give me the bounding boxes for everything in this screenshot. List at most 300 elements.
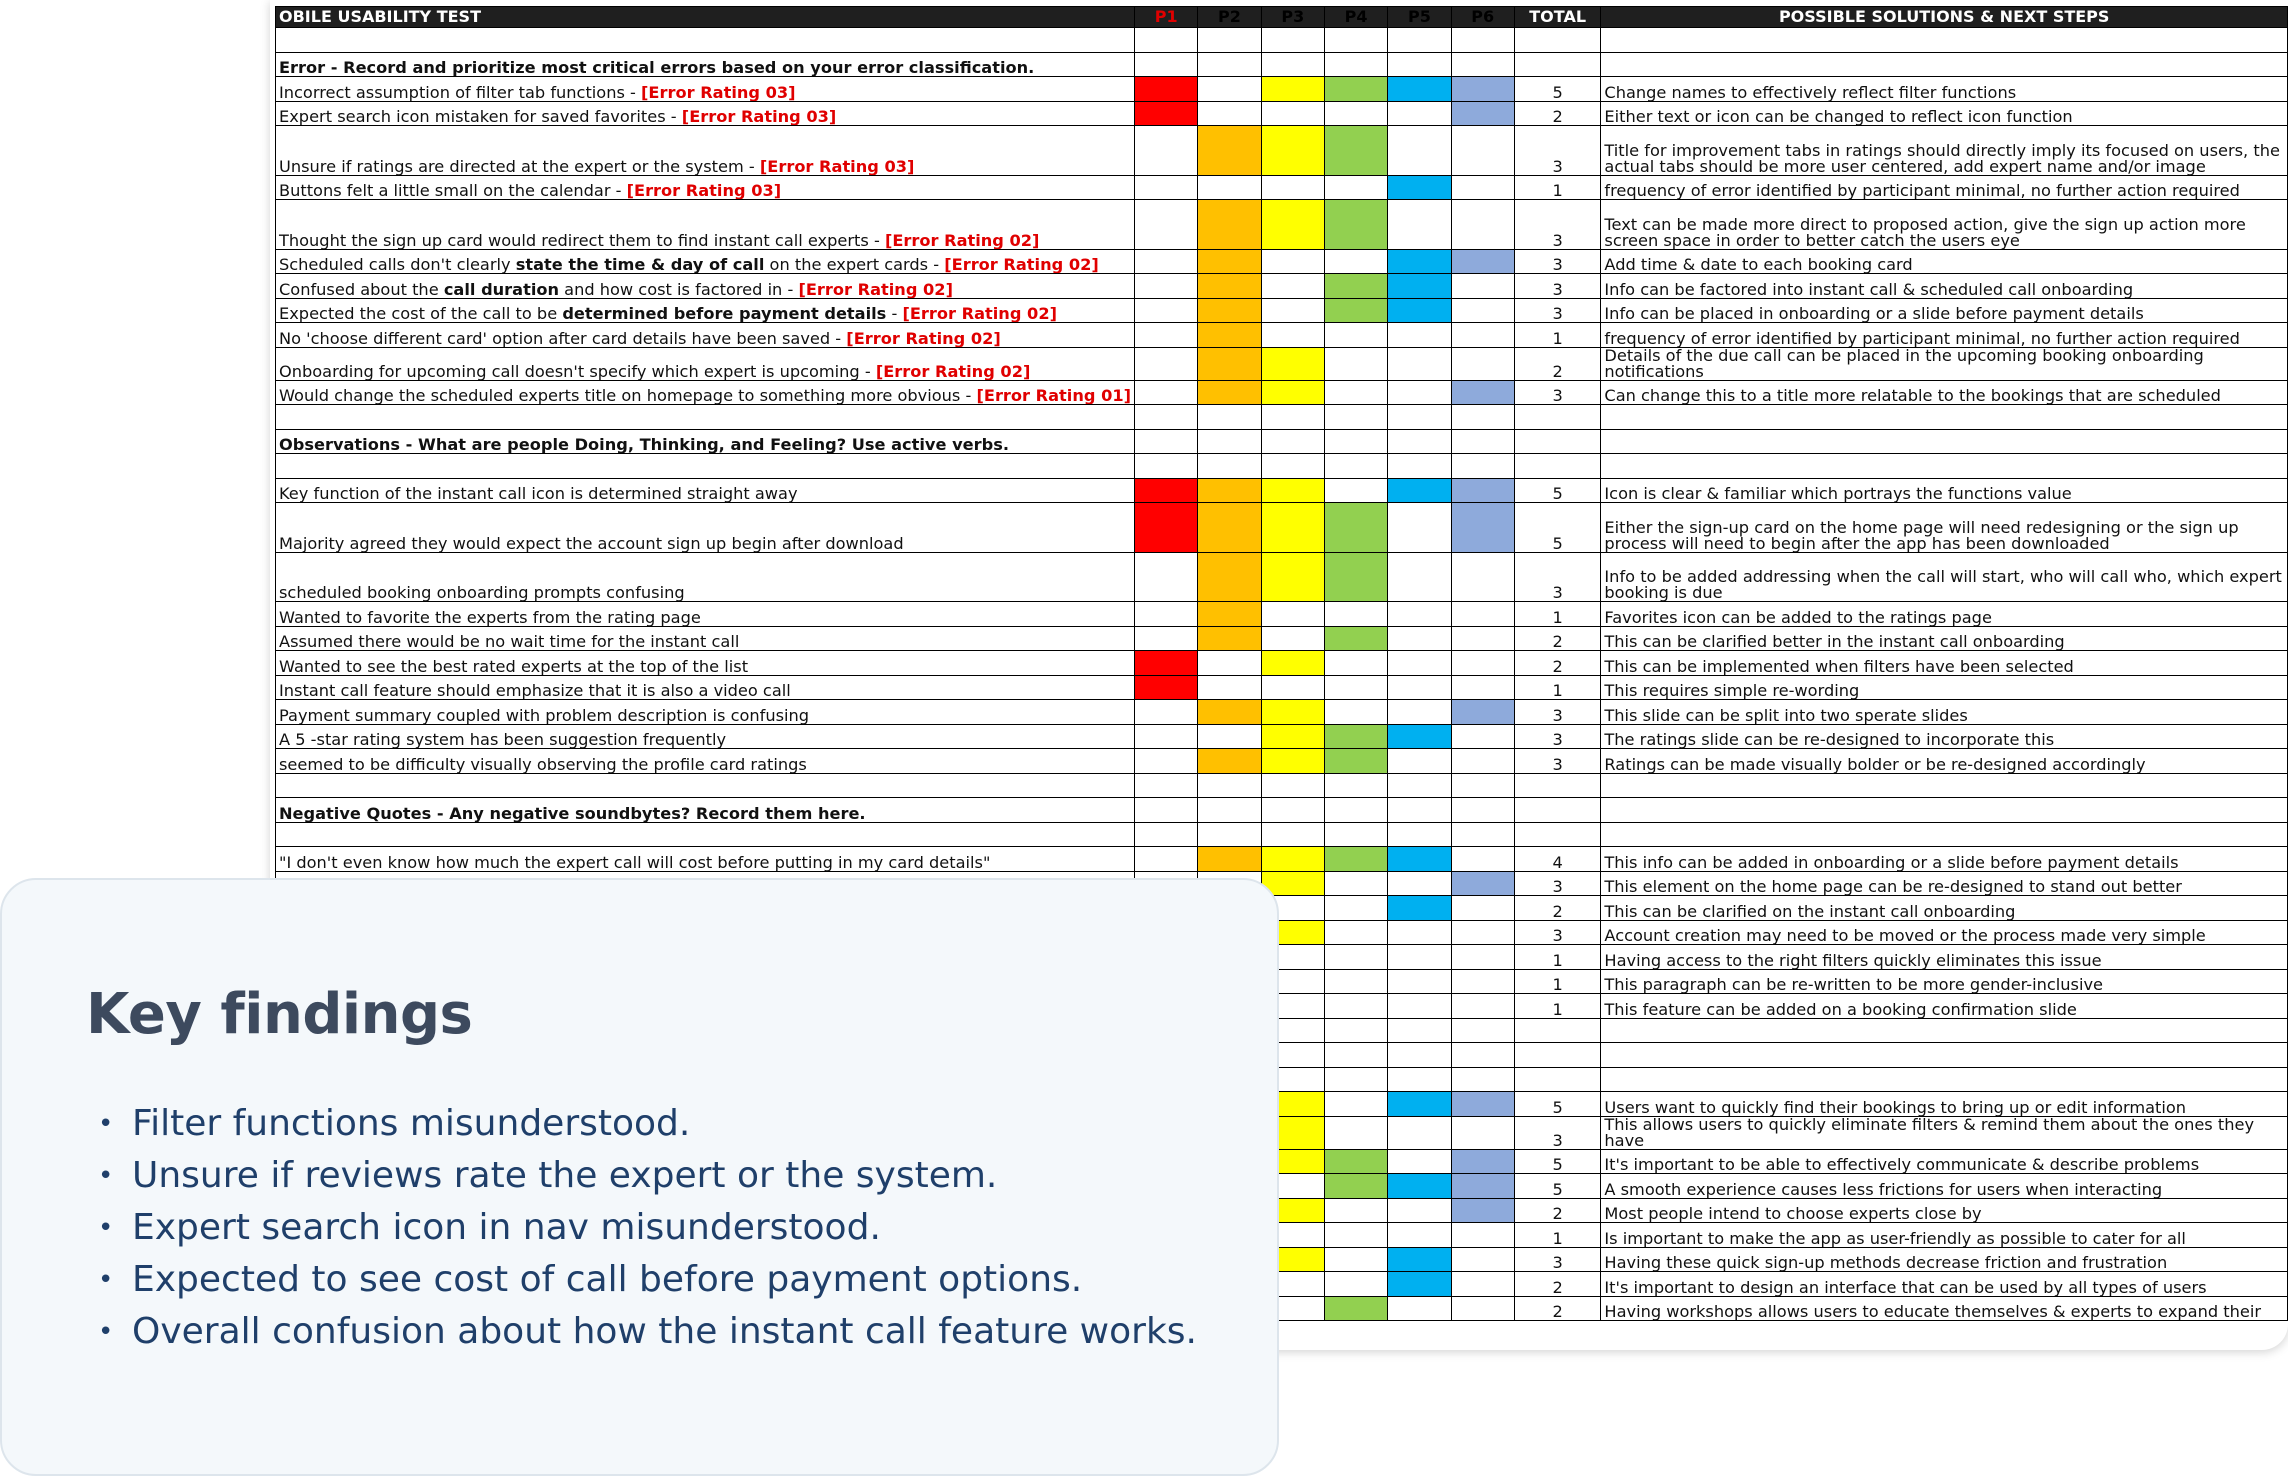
participant-cell-p1 bbox=[1135, 77, 1198, 102]
issue-text: - bbox=[886, 304, 903, 323]
participant-cell-p2 bbox=[1198, 798, 1261, 823]
solution-cell: Info can be placed in onboarding or a slide before payment details bbox=[1601, 298, 2288, 323]
participant-cell-p5 bbox=[1388, 1116, 1451, 1149]
participant-cell-p1 bbox=[1135, 675, 1198, 700]
participant-cell-p1 bbox=[1135, 52, 1198, 77]
participant-cell-p6 bbox=[1451, 1043, 1514, 1068]
total-cell bbox=[1514, 1067, 1601, 1092]
participant-cell-p1 bbox=[1135, 651, 1198, 676]
total-cell: 3 bbox=[1514, 700, 1601, 725]
total-header: TOTAL bbox=[1514, 7, 1601, 28]
total-cell bbox=[1514, 822, 1601, 847]
total-cell: 5 bbox=[1514, 503, 1601, 553]
participant-header-p2: P2 bbox=[1198, 7, 1261, 28]
participant-cell-p4 bbox=[1324, 871, 1387, 896]
participant-cell-p1 bbox=[1135, 200, 1198, 250]
total-cell: 5 bbox=[1514, 77, 1601, 102]
participant-cell-p1 bbox=[1135, 503, 1198, 553]
participant-cell-p6 bbox=[1451, 847, 1514, 872]
participant-cell-p6 bbox=[1451, 454, 1514, 479]
issue-cell bbox=[276, 675, 1135, 700]
total-cell: 2 bbox=[1514, 1296, 1601, 1321]
total-cell: 2 bbox=[1514, 101, 1601, 126]
participant-cell-p5 bbox=[1388, 454, 1451, 479]
participant-cell-p5 bbox=[1388, 994, 1451, 1019]
participant-cell-p4 bbox=[1324, 798, 1387, 823]
finding-item bbox=[98, 1150, 1197, 1202]
participant-cell-p3 bbox=[1261, 602, 1324, 627]
participant-cell-p6 bbox=[1451, 274, 1514, 299]
participant-cell-p1 bbox=[1135, 347, 1198, 380]
total-cell: 2 bbox=[1514, 1198, 1601, 1223]
participant-cell-p2 bbox=[1198, 478, 1261, 503]
finding-row bbox=[276, 724, 2288, 749]
solution-cell bbox=[1601, 773, 2288, 798]
solution-cell: Can change this to a title more relatable to the bookings that are scheduled bbox=[1601, 380, 2288, 405]
solution-cell: Having workshops allows users to educate themselves & experts to expand their bbox=[1601, 1296, 2288, 1321]
participant-cell-p5 bbox=[1388, 347, 1451, 380]
bullet-icon: • bbox=[98, 1317, 114, 1347]
solution-cell: Account creation may need to be moved or the process made very simple bbox=[1601, 920, 2288, 945]
issue-cell bbox=[276, 749, 1135, 774]
total-cell: 3 bbox=[1514, 920, 1601, 945]
participant-cell-p6 bbox=[1451, 749, 1514, 774]
participant-cell-p5 bbox=[1388, 1296, 1451, 1321]
participant-cell-p4 bbox=[1324, 969, 1387, 994]
total-cell: 3 bbox=[1514, 200, 1601, 250]
participant-cell-p2 bbox=[1198, 602, 1261, 627]
issue-cell bbox=[276, 626, 1135, 651]
participant-cell-p6 bbox=[1451, 798, 1514, 823]
participant-cell-p4 bbox=[1324, 847, 1387, 872]
participant-cell-p3 bbox=[1261, 347, 1324, 380]
participant-cell-p6 bbox=[1451, 1272, 1514, 1297]
participant-cell-p6 bbox=[1451, 626, 1514, 651]
participant-cell-p6 bbox=[1451, 200, 1514, 250]
total-cell: 1 bbox=[1514, 323, 1601, 348]
participant-cell-p5 bbox=[1388, 380, 1451, 405]
issue-text: Incorrect assumption of filter tab functions - bbox=[279, 82, 642, 101]
error-rating: [Error Rating 03] bbox=[681, 107, 837, 126]
participant-cell-p4 bbox=[1324, 749, 1387, 774]
participant-cell-p4 bbox=[1324, 28, 1387, 53]
finding-row bbox=[276, 77, 2288, 102]
issue-text: "I don't even know how much the expert call will cost before putting in my card details" bbox=[279, 852, 991, 871]
issue-text: Wanted to favorite the experts from the rating page bbox=[279, 607, 701, 626]
total-cell: 1 bbox=[1514, 675, 1601, 700]
solution-cell: Text can be made more direct to proposed action, give the sign up action more screen space in order to better catch the users eye bbox=[1601, 200, 2288, 250]
issue-cell bbox=[276, 126, 1135, 176]
participant-cell-p3 bbox=[1261, 200, 1324, 250]
participant-cell-p6 bbox=[1451, 994, 1514, 1019]
participant-cell-p2 bbox=[1198, 298, 1261, 323]
solution-cell bbox=[1601, 1067, 2288, 1092]
total-cell bbox=[1514, 798, 1601, 823]
participant-cell-p4 bbox=[1324, 1272, 1387, 1297]
finding-row bbox=[276, 249, 2288, 274]
bullet-icon: • bbox=[98, 1265, 114, 1295]
participant-cell-p5 bbox=[1388, 126, 1451, 176]
issue-text: Confused about the bbox=[279, 279, 444, 298]
finding-row bbox=[276, 478, 2288, 503]
participant-cell-p4 bbox=[1324, 1296, 1387, 1321]
participant-cell-p6 bbox=[1451, 323, 1514, 348]
finding-row bbox=[276, 626, 2288, 651]
participant-cell-p1 bbox=[1135, 724, 1198, 749]
participant-cell-p3 bbox=[1261, 675, 1324, 700]
emphasis-text: determined before payment details bbox=[562, 304, 887, 323]
participant-cell-p1 bbox=[1135, 429, 1198, 454]
finding-row bbox=[276, 552, 2288, 602]
participant-cell-p6 bbox=[1451, 552, 1514, 602]
total-cell: 3 bbox=[1514, 749, 1601, 774]
participant-cell-p4 bbox=[1324, 700, 1387, 725]
participant-cell-p4 bbox=[1324, 1149, 1387, 1174]
total-cell: 3 bbox=[1514, 274, 1601, 299]
participant-cell-p3 bbox=[1261, 28, 1324, 53]
participant-cell-p1 bbox=[1135, 323, 1198, 348]
solution-cell bbox=[1601, 798, 2288, 823]
participant-cell-p6 bbox=[1451, 405, 1514, 430]
participant-cell-p2 bbox=[1198, 724, 1261, 749]
total-cell: 3 bbox=[1514, 724, 1601, 749]
solution-cell bbox=[1601, 405, 2288, 430]
participant-cell-p6 bbox=[1451, 724, 1514, 749]
issue-cell bbox=[276, 602, 1135, 627]
solution-cell: Change names to effectively reflect filter functions bbox=[1601, 77, 2288, 102]
participant-cell-p3 bbox=[1261, 175, 1324, 200]
participant-cell-p6 bbox=[1451, 1067, 1514, 1092]
participant-cell-p6 bbox=[1451, 503, 1514, 553]
participant-cell-p4 bbox=[1324, 200, 1387, 250]
issue-cell bbox=[276, 478, 1135, 503]
participant-cell-p3 bbox=[1261, 626, 1324, 651]
participant-cell-p6 bbox=[1451, 249, 1514, 274]
participant-cell-p2 bbox=[1198, 552, 1261, 602]
participant-cell-p3 bbox=[1261, 52, 1324, 77]
participant-cell-p3 bbox=[1261, 773, 1324, 798]
participant-cell-p6 bbox=[1451, 651, 1514, 676]
participant-cell-p3 bbox=[1261, 101, 1324, 126]
error-rating: [Error Rating 02] bbox=[798, 279, 953, 298]
participant-cell-p5 bbox=[1388, 274, 1451, 299]
solution-cell: Details of the due call can be placed in the upcoming booking onboarding notifications bbox=[1601, 347, 2288, 380]
participant-cell-p5 bbox=[1388, 405, 1451, 430]
participant-cell-p6 bbox=[1451, 1223, 1514, 1248]
total-cell: 3 bbox=[1514, 1116, 1601, 1149]
participant-cell-p5 bbox=[1388, 822, 1451, 847]
issue-text: A 5 -star rating system has been suggestion frequently bbox=[279, 730, 727, 749]
solution-cell: This paragraph can be re-written to be more gender-inclusive bbox=[1601, 969, 2288, 994]
participant-cell-p4 bbox=[1324, 1116, 1387, 1149]
total-cell: 3 bbox=[1514, 298, 1601, 323]
total-cell bbox=[1514, 1043, 1601, 1068]
participant-cell-p5 bbox=[1388, 298, 1451, 323]
participant-cell-p2 bbox=[1198, 323, 1261, 348]
participant-cell-p5 bbox=[1388, 200, 1451, 250]
total-cell: 5 bbox=[1514, 478, 1601, 503]
participant-cell-p2 bbox=[1198, 454, 1261, 479]
issue-cell bbox=[276, 405, 1135, 430]
total-cell: 1 bbox=[1514, 1223, 1601, 1248]
emphasis-text: call duration bbox=[443, 279, 560, 298]
participant-cell-p6 bbox=[1451, 896, 1514, 921]
issue-text: Expert search icon mistaken for saved favorites - bbox=[279, 107, 682, 126]
participant-cell-p6 bbox=[1451, 1116, 1514, 1149]
total-cell: 4 bbox=[1514, 847, 1601, 872]
key-findings-list bbox=[98, 1098, 1197, 1358]
emphasis-text: state the time & day of call bbox=[515, 255, 765, 274]
participant-cell-p4 bbox=[1324, 626, 1387, 651]
participant-cell-p4 bbox=[1324, 651, 1387, 676]
issue-cell bbox=[276, 274, 1135, 299]
blank-row bbox=[276, 28, 2288, 53]
bullet-icon: • bbox=[98, 1109, 114, 1139]
finding-row bbox=[276, 323, 2288, 348]
participant-cell-p3 bbox=[1261, 651, 1324, 676]
participant-cell-p1 bbox=[1135, 773, 1198, 798]
participant-cell-p2 bbox=[1198, 200, 1261, 250]
solution-cell: The ratings slide can be re-designed to incorporate this bbox=[1601, 724, 2288, 749]
participant-cell-p4 bbox=[1324, 552, 1387, 602]
participant-cell-p4 bbox=[1324, 1198, 1387, 1223]
participant-cell-p6 bbox=[1451, 675, 1514, 700]
participant-cell-p5 bbox=[1388, 52, 1451, 77]
participant-cell-p5 bbox=[1388, 1018, 1451, 1043]
error-rating: [Error Rating 01] bbox=[976, 386, 1131, 405]
participant-cell-p2 bbox=[1198, 274, 1261, 299]
participant-cell-p5 bbox=[1388, 871, 1451, 896]
participant-cell-p3 bbox=[1261, 77, 1324, 102]
finding-row bbox=[276, 503, 2288, 553]
participant-header-p3: P3 bbox=[1261, 7, 1324, 28]
solution-cell bbox=[1601, 1043, 2288, 1068]
solution-cell: This info can be added in onboarding or a slide before payment details bbox=[1601, 847, 2288, 872]
solution-cell: This can be implemented when filters have been selected bbox=[1601, 651, 2288, 676]
participant-cell-p5 bbox=[1388, 969, 1451, 994]
participant-cell-p5 bbox=[1388, 249, 1451, 274]
participant-cell-p6 bbox=[1451, 1018, 1514, 1043]
solution-cell: Add time & date to each booking card bbox=[1601, 249, 2288, 274]
participant-cell-p4 bbox=[1324, 126, 1387, 176]
participant-cell-p1 bbox=[1135, 478, 1198, 503]
participant-cell-p5 bbox=[1388, 175, 1451, 200]
total-cell: 1 bbox=[1514, 945, 1601, 970]
key-findings-title: Key findings bbox=[86, 982, 473, 1047]
participant-cell-p5 bbox=[1388, 1174, 1451, 1199]
issue-text: Scheduled calls don't clearly bbox=[279, 255, 516, 274]
participant-cell-p5 bbox=[1388, 1198, 1451, 1223]
blank-row bbox=[276, 454, 2288, 479]
participant-cell-p3 bbox=[1261, 552, 1324, 602]
participant-cell-p4 bbox=[1324, 945, 1387, 970]
participant-cell-p3 bbox=[1261, 429, 1324, 454]
section-header-row bbox=[276, 52, 2288, 77]
participant-cell-p1 bbox=[1135, 380, 1198, 405]
participant-cell-p6 bbox=[1451, 478, 1514, 503]
participant-cell-p3 bbox=[1261, 798, 1324, 823]
participant-cell-p4 bbox=[1324, 920, 1387, 945]
finding-row bbox=[276, 126, 2288, 176]
participant-cell-p4 bbox=[1324, 1092, 1387, 1117]
participant-cell-p5 bbox=[1388, 1149, 1451, 1174]
total-cell: 3 bbox=[1514, 380, 1601, 405]
participant-cell-p5 bbox=[1388, 101, 1451, 126]
total-cell bbox=[1514, 52, 1601, 77]
participant-cell-p3 bbox=[1261, 847, 1324, 872]
total-cell bbox=[1514, 773, 1601, 798]
participant-cell-p5 bbox=[1388, 1043, 1451, 1068]
issue-text: No 'choose different card' option after card details have been saved - bbox=[279, 328, 847, 347]
participant-cell-p1 bbox=[1135, 847, 1198, 872]
error-rating: [Error Rating 02] bbox=[902, 304, 1057, 323]
participant-cell-p1 bbox=[1135, 126, 1198, 176]
participant-cell-p2 bbox=[1198, 380, 1261, 405]
participant-cell-p3 bbox=[1261, 380, 1324, 405]
participant-cell-p2 bbox=[1198, 675, 1261, 700]
participant-cell-p1 bbox=[1135, 602, 1198, 627]
issue-cell bbox=[276, 175, 1135, 200]
blank-row bbox=[276, 822, 2288, 847]
participant-header-p5: P5 bbox=[1388, 7, 1451, 28]
participant-cell-p2 bbox=[1198, 249, 1261, 274]
total-cell bbox=[1514, 405, 1601, 430]
error-rating: [Error Rating 02] bbox=[875, 361, 1031, 380]
participant-cell-p4 bbox=[1324, 101, 1387, 126]
participant-cell-p2 bbox=[1198, 28, 1261, 53]
participant-cell-p5 bbox=[1388, 77, 1451, 102]
solution-cell: Is important to make the app as user-friendly as possible to cater for all bbox=[1601, 1223, 2288, 1248]
solution-cell: Title for improvement tabs in ratings should directly imply its focused on users, the actual tabs should be more user centered, add expert name and/or image bbox=[1601, 126, 2288, 176]
participant-cell-p5 bbox=[1388, 323, 1451, 348]
participant-cell-p1 bbox=[1135, 700, 1198, 725]
participant-cell-p6 bbox=[1451, 298, 1514, 323]
participant-cell-p4 bbox=[1324, 380, 1387, 405]
participant-cell-p6 bbox=[1451, 920, 1514, 945]
finding-row bbox=[276, 380, 2288, 405]
participant-cell-p2 bbox=[1198, 77, 1261, 102]
participant-cell-p5 bbox=[1388, 478, 1451, 503]
solution-cell: Info can be factored into instant call & scheduled call onboarding bbox=[1601, 274, 2288, 299]
issue-cell bbox=[276, 552, 1135, 602]
participant-cell-p4 bbox=[1324, 675, 1387, 700]
participant-cell-p3 bbox=[1261, 126, 1324, 176]
issue-cell bbox=[276, 77, 1135, 102]
solution-cell: This requires simple re-wording bbox=[1601, 675, 2288, 700]
participant-cell-p4 bbox=[1324, 773, 1387, 798]
issue-cell: Negative Quotes - Any negative soundbytes? Record them here. bbox=[276, 798, 1135, 823]
total-cell bbox=[1514, 1018, 1601, 1043]
issue-cell bbox=[276, 651, 1135, 676]
participant-cell-p4 bbox=[1324, 822, 1387, 847]
participant-cell-p2 bbox=[1198, 429, 1261, 454]
finding-row bbox=[276, 298, 2288, 323]
participant-cell-p5 bbox=[1388, 552, 1451, 602]
participant-cell-p4 bbox=[1324, 896, 1387, 921]
finding-item bbox=[98, 1306, 1197, 1358]
finding-item bbox=[98, 1098, 1197, 1150]
total-cell: 3 bbox=[1514, 126, 1601, 176]
solution-cell: Icon is clear & familiar which portrays the functions value bbox=[1601, 478, 2288, 503]
participant-cell-p6 bbox=[1451, 1198, 1514, 1223]
solution-cell: Having access to the right filters quickly eliminates this issue bbox=[1601, 945, 2288, 970]
total-cell: 2 bbox=[1514, 651, 1601, 676]
participant-header-p4: P4 bbox=[1324, 7, 1387, 28]
participant-cell-p1 bbox=[1135, 175, 1198, 200]
participant-cell-p1 bbox=[1135, 798, 1198, 823]
total-cell bbox=[1514, 454, 1601, 479]
participant-cell-p6 bbox=[1451, 101, 1514, 126]
participant-cell-p3 bbox=[1261, 724, 1324, 749]
issue-cell bbox=[276, 380, 1135, 405]
participant-cell-p5 bbox=[1388, 1067, 1451, 1092]
participant-cell-p2 bbox=[1198, 405, 1261, 430]
finding-text: Filter functions misunderstood. bbox=[132, 1103, 691, 1144]
solution-cell bbox=[1601, 28, 2288, 53]
participant-cell-p5 bbox=[1388, 1247, 1451, 1272]
participant-cell-p6 bbox=[1451, 1092, 1514, 1117]
participant-cell-p1 bbox=[1135, 626, 1198, 651]
issue-text: Wanted to see the best rated experts at the top of the list bbox=[279, 656, 749, 675]
participant-cell-p2 bbox=[1198, 175, 1261, 200]
finding-item bbox=[98, 1254, 1197, 1306]
solution-cell: This allows users to quickly eliminate filters & remind them about the ones they have bbox=[1601, 1116, 2288, 1149]
participant-cell-p1 bbox=[1135, 298, 1198, 323]
participant-cell-p6 bbox=[1451, 347, 1514, 380]
error-rating: [Error Rating 02] bbox=[884, 230, 1040, 249]
participant-cell-p5 bbox=[1388, 503, 1451, 553]
total-cell: 3 bbox=[1514, 1247, 1601, 1272]
issue-text: seemed to be difficulty visually observing the profile card ratings bbox=[279, 754, 807, 773]
participant-cell-p2 bbox=[1198, 626, 1261, 651]
participant-cell-p2 bbox=[1198, 651, 1261, 676]
participant-cell-p5 bbox=[1388, 896, 1451, 921]
participant-cell-p5 bbox=[1388, 920, 1451, 945]
finding-row bbox=[276, 651, 2288, 676]
bullet-icon: • bbox=[98, 1161, 114, 1191]
participant-cell-p4 bbox=[1324, 1043, 1387, 1068]
finding-row bbox=[276, 749, 2288, 774]
participant-cell-p3 bbox=[1261, 274, 1324, 299]
issue-text: Key function of the instant call icon is determined straight away bbox=[279, 484, 798, 503]
issue-text: Assumed there would be no wait time for the instant call bbox=[279, 632, 740, 651]
participant-cell-p4 bbox=[1324, 724, 1387, 749]
participant-cell-p1 bbox=[1135, 822, 1198, 847]
total-cell: 5 bbox=[1514, 1092, 1601, 1117]
participant-cell-p5 bbox=[1388, 724, 1451, 749]
total-cell: 5 bbox=[1514, 1174, 1601, 1199]
participant-cell-p6 bbox=[1451, 602, 1514, 627]
participant-header-p1: P1 bbox=[1135, 7, 1198, 28]
participant-cell-p2 bbox=[1198, 700, 1261, 725]
finding-row bbox=[276, 175, 2288, 200]
participant-cell-p1 bbox=[1135, 454, 1198, 479]
solution-cell: Favorites icon can be added to the ratings page bbox=[1601, 602, 2288, 627]
finding-text: Overall confusion about how the instant call feature works. bbox=[132, 1311, 1197, 1352]
issue-text: and how cost is factored in - bbox=[559, 279, 799, 298]
participant-cell-p2 bbox=[1198, 749, 1261, 774]
sheet-title: OBILE USABILITY TEST bbox=[276, 7, 1135, 28]
participant-cell-p2 bbox=[1198, 773, 1261, 798]
issue-cell bbox=[276, 700, 1135, 725]
error-rating: [Error Rating 03] bbox=[759, 156, 915, 175]
issue-cell bbox=[276, 503, 1135, 553]
participant-cell-p6 bbox=[1451, 380, 1514, 405]
participant-cell-p4 bbox=[1324, 298, 1387, 323]
participant-cell-p4 bbox=[1324, 405, 1387, 430]
participant-cell-p4 bbox=[1324, 994, 1387, 1019]
total-cell: 1 bbox=[1514, 994, 1601, 1019]
